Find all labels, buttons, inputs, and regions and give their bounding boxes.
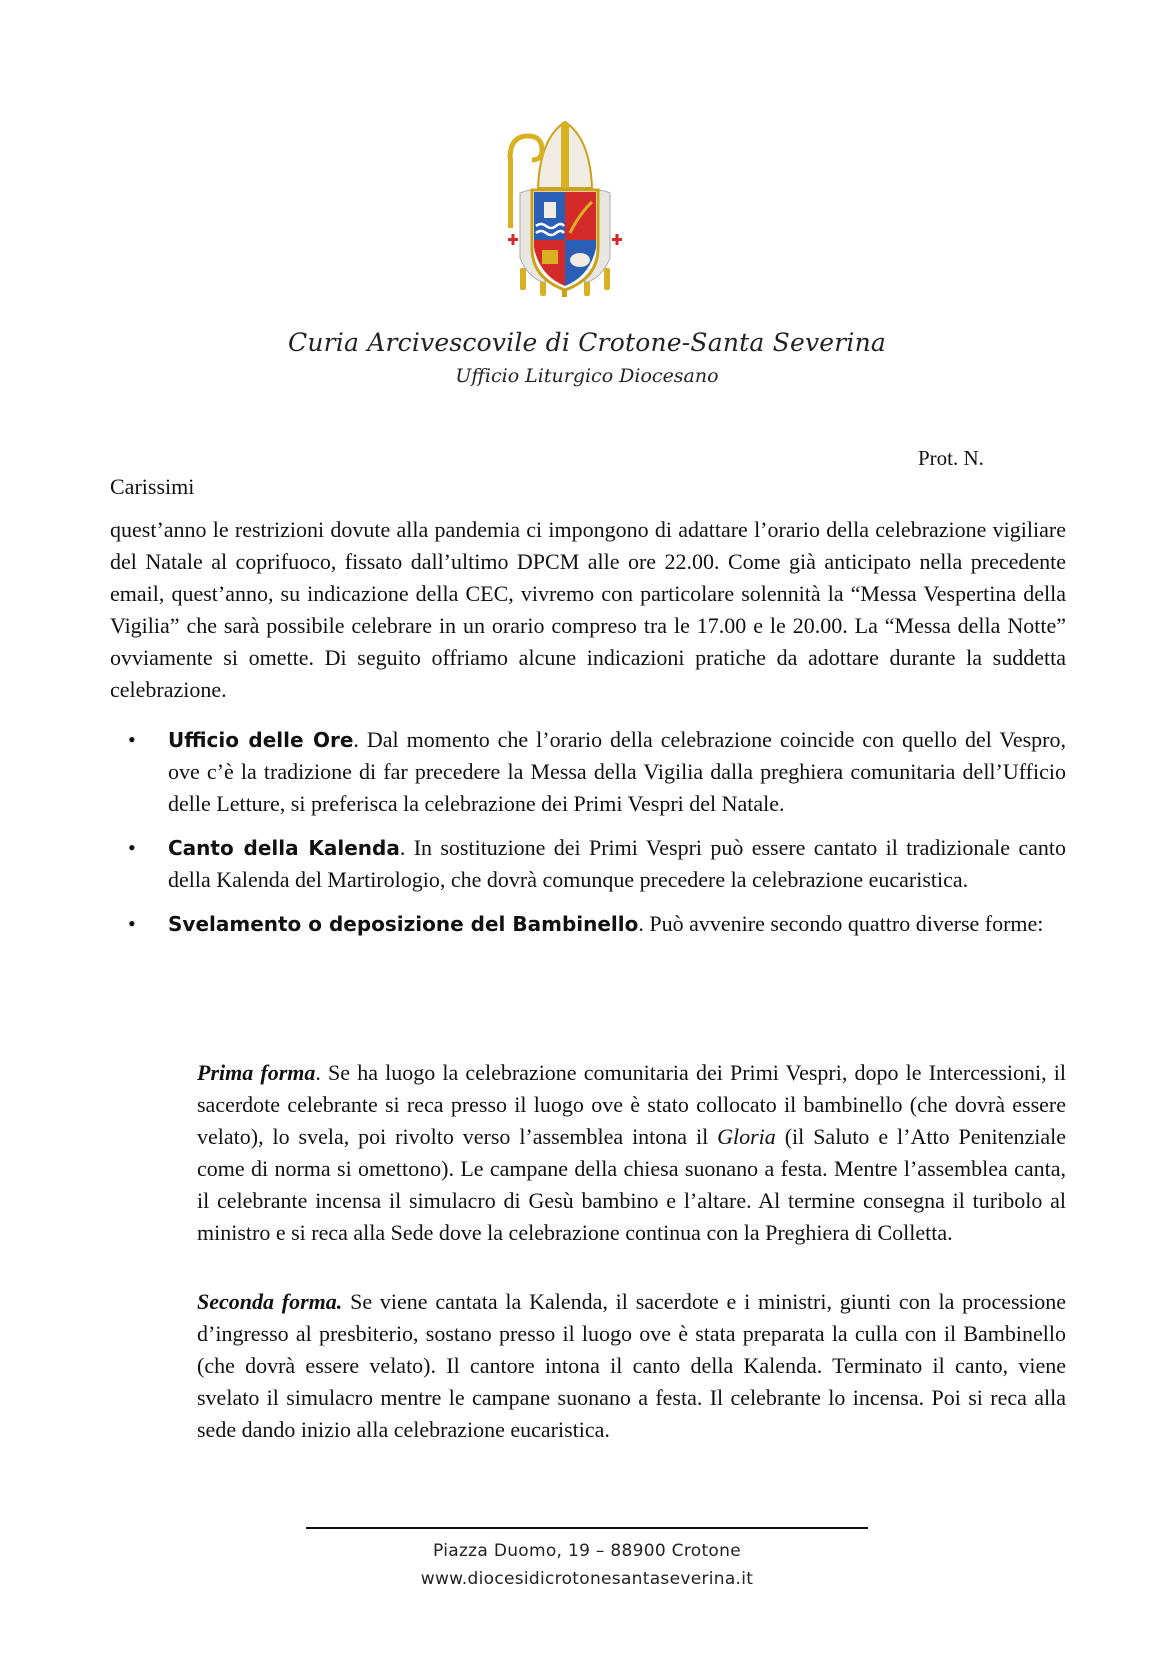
prima-forma-paragraph (197, 1057, 1066, 1249)
seconda-forma-paragraph (197, 1286, 1066, 1446)
bullet-icon: • (128, 727, 136, 752)
list-item (110, 832, 1066, 896)
forma-label: Prima forma (197, 1060, 316, 1085)
footer-address: Piazza Duomo, 19 – 88900 Crotone (433, 1541, 741, 1561)
salutation: Carissimi (110, 474, 195, 499)
list-item-text: . Può avvenire secondo quattro diverse forme: (638, 911, 1044, 936)
bullet-icon: • (128, 911, 136, 936)
instructions-list (110, 724, 1066, 952)
list-item (110, 724, 1066, 820)
office-name: Ufficio Liturgico Diocesano (455, 365, 719, 387)
list-item-title: Canto della Kalenda (168, 836, 400, 860)
protocol-number: Prot. N. (918, 446, 984, 470)
list-item-title: Svelamento o deposizione del Bambinello (168, 912, 639, 936)
list-item-text: . In sostituzione dei Primi Vespri può essere cantato il tradizionale canto della Kalenda del Martirologio, che dovrà comunque precedere la celebrazione eucaristica. (168, 835, 1066, 892)
archdiocese-crest-icon (500, 118, 630, 303)
forma-italic-term: Gloria (717, 1124, 776, 1149)
organization-name: Curia Arcivescovile di Crotone-Santa Severina (287, 328, 887, 357)
list-item-title: Ufficio delle Ore (168, 728, 354, 752)
list-item-text: . Dal momento che l’orario della celebrazione coincide con quello del Vespro, ove c’è la tradizione di far precedere la Messa della Vigilia dalla preghiera comunitaria dell’Ufficio delle Letture, si preferisca la celebrazione dei Primi Vespri del Natale. (168, 727, 1067, 816)
footer-website: www.diocesidicrotonesantaseverina.it (420, 1569, 754, 1589)
forma-label: Seconda forma. (197, 1289, 343, 1314)
forma-text: . Se ha luogo la celebrazione comunitaria dei Primi Vespri, dopo le Intercessioni, il sacerdote celebrante si reca presso il luogo ove è stato collocato il bambinello (che dovrà essere velato), lo svela, poi rivolto verso l’assemblea intona il (197, 1060, 1066, 1149)
footer-divider (306, 1527, 868, 1529)
list-item (110, 908, 1066, 940)
forma-text: (il Saluto e l’Atto Penitenziale come di norma si omettono). Le campane della chiesa suonano a festa. Mentre l’assemblea canta, il celebrante incensa il simulacro di Gesù bambino e l’altare. Al termine consegna il turibolo al ministro e si reca alla Sede dove la celebrazione continua con la Preghiera di Colletta. (197, 1124, 1066, 1245)
bullet-icon: • (128, 835, 136, 860)
intro-paragraph: quest’anno le restrizioni dovute alla pandemia ci impongono di adattare l’orario della celebrazione vigiliare del Natale al coprifuoco, fissato dall’ultimo DPCM alle ore 22.00. Come già anticipato nella precedente email, quest’anno, su indicazione della CEC, vivremo con particolare solennità la “Messa Vespertina della Vigilia” che sarà possibile celebrare in un orario compreso tra le 17.00 e le 20.00. La “Messa della Notte” ovviamente si omette. Di seguito offriamo alcune indicazioni pratiche da adottare durante la suddetta celebrazione. (110, 517, 1066, 702)
forma-text: Se viene cantata la Kalenda, il sacerdote e i ministri, giunti con la processione d’ingresso al presbiterio, sostano presso il luogo ove è stata preparata la culla con il Bambinello (che dovrà essere velato). Il cantore intona il canto della Kalenda. Terminato il canto, viene svelato il simulacro mentre le campane suonano a festa. Il celebrante lo incensa. Poi si reca alla sede dando inizio alla celebrazione eucaristica. (197, 1289, 1066, 1442)
